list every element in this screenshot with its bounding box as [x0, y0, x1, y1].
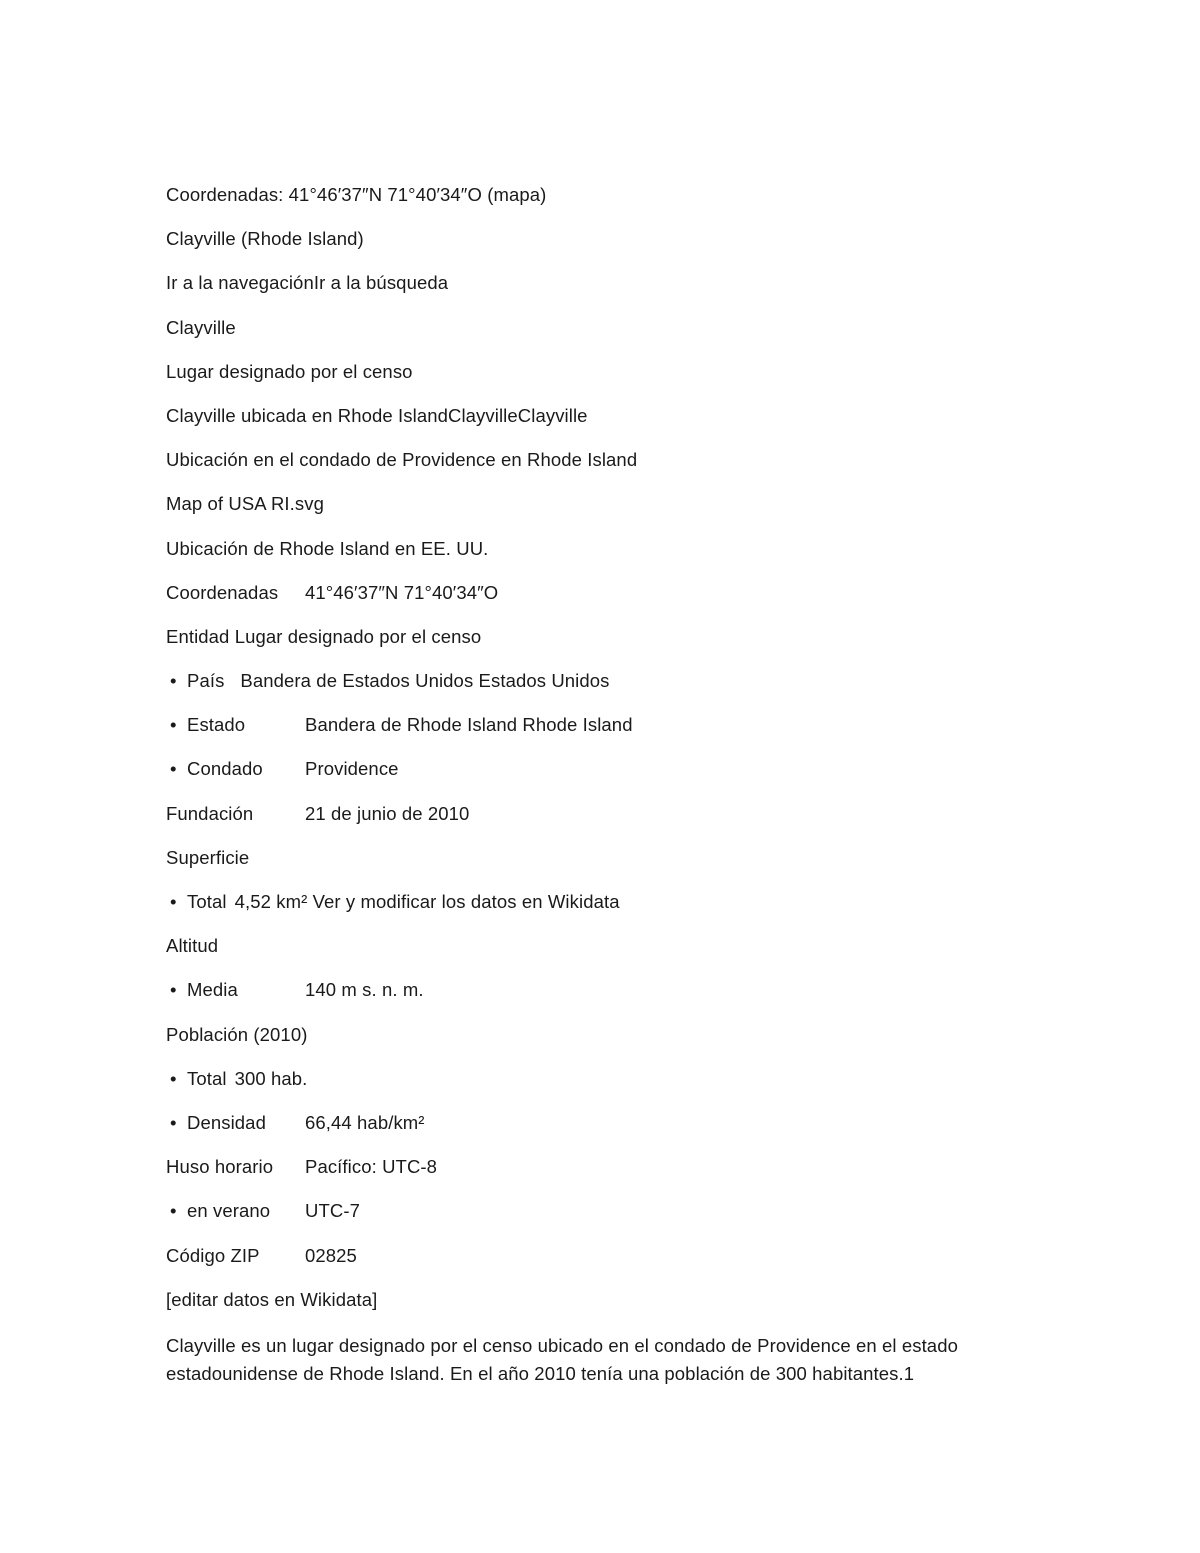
densidad-label: Densidad	[187, 1111, 266, 1133]
row-fundacion	[166, 802, 1026, 826]
bullet-icon: •	[170, 1067, 177, 1089]
huso-value: Pacífico: UTC-8	[305, 1156, 438, 1178]
map-filename: Map of USA RI.svg	[166, 493, 324, 515]
bullet-icon: •	[170, 1111, 177, 1133]
fundacion-value: 21 de junio de 2010	[305, 802, 470, 824]
row-codigo-zip	[166, 1244, 1026, 1268]
superficie-total-label: Total	[187, 891, 227, 912]
article-title: Clayville (Rhode Island)	[166, 228, 364, 250]
superficie-total-value: 4,52 km² Ver y modificar los datos en Wikidata	[234, 891, 620, 912]
row-poblacion-total	[166, 1067, 1026, 1091]
verano-value: UTC-7	[305, 1200, 360, 1222]
intro-paragraph: Clayville es un lugar designado por el censo ubicado en el condado de Providence en el estado estadounidense de Rhode Island. En el año 2010 tenía una población de 300 habitantes.1	[166, 1334, 958, 1384]
zip-value: 02825	[305, 1244, 357, 1266]
altitud-heading: Altitud	[166, 935, 219, 957]
superficie-heading: Superficie	[166, 846, 250, 868]
bullet-icon: •	[170, 979, 177, 1001]
coordinates-line: Coordenadas: 41°46′37″N 71°40′34″O (mapa)	[166, 184, 547, 205]
row-densidad	[166, 1111, 1026, 1135]
poblacion-total-value: 300 hab.	[234, 1067, 308, 1089]
row-superficie-total	[166, 890, 1026, 914]
infobox-title: Clayville	[166, 316, 236, 338]
coordenadas-value: 41°46′37″N 71°40′34″O	[305, 581, 499, 603]
bullet-icon: •	[170, 758, 177, 780]
document-page	[166, 183, 1026, 1388]
row-entidad	[166, 625, 1026, 649]
zip-label: Código ZIP	[166, 1244, 260, 1266]
estado-label: Estado	[187, 714, 246, 736]
fundacion-label: Fundación	[166, 802, 254, 824]
skip-links-text: Ir a la navegaciónIr a la búsqueda	[166, 272, 449, 294]
editar-wikidata-link[interactable]: [editar datos en Wikidata]	[166, 1288, 378, 1310]
estado-value: Bandera de Rhode Island Rhode Island	[305, 714, 633, 736]
bullet-icon: •	[170, 891, 177, 912]
bullet-icon: •	[170, 714, 177, 736]
media-label: Media	[187, 979, 238, 1001]
row-condado	[166, 757, 1026, 781]
row-altitud-media	[166, 978, 1026, 1002]
county-location-text: Ubicación en el condado de Providence en Rhode Island	[166, 449, 638, 471]
densidad-value: 66,44 hab/km²	[305, 1111, 425, 1133]
location-map-caption: Clayville ubicada en Rhode IslandClayvilleClayville	[166, 404, 588, 426]
pais-label: País	[187, 670, 225, 692]
entidad-value: Lugar designado por el censo	[234, 625, 482, 647]
media-value: 140 m s. n. m.	[305, 979, 424, 1001]
entidad-label: Entidad	[166, 625, 230, 647]
verano-label: en verano	[187, 1200, 271, 1222]
row-pais	[166, 669, 1026, 693]
row-estado	[166, 713, 1026, 737]
coordenadas-label: Coordenadas	[166, 581, 279, 603]
row-huso-horario	[166, 1155, 1026, 1179]
infobox-subtitle: Lugar designado por el censo	[166, 360, 413, 382]
condado-label: Condado	[187, 758, 263, 780]
row-verano	[166, 1199, 1026, 1223]
pais-value: Bandera de Estados Unidos Estados Unidos	[240, 670, 610, 692]
condado-value: Providence	[305, 758, 399, 780]
poblacion-total-label: Total	[187, 1067, 227, 1089]
row-coordenadas	[166, 581, 1026, 605]
poblacion-heading: Población (2010)	[166, 1023, 308, 1045]
state-location-text: Ubicación de Rhode Island en EE. UU.	[166, 537, 489, 559]
huso-label: Huso horario	[166, 1156, 274, 1178]
bullet-icon: •	[170, 670, 177, 692]
bullet-icon: •	[170, 1200, 177, 1222]
